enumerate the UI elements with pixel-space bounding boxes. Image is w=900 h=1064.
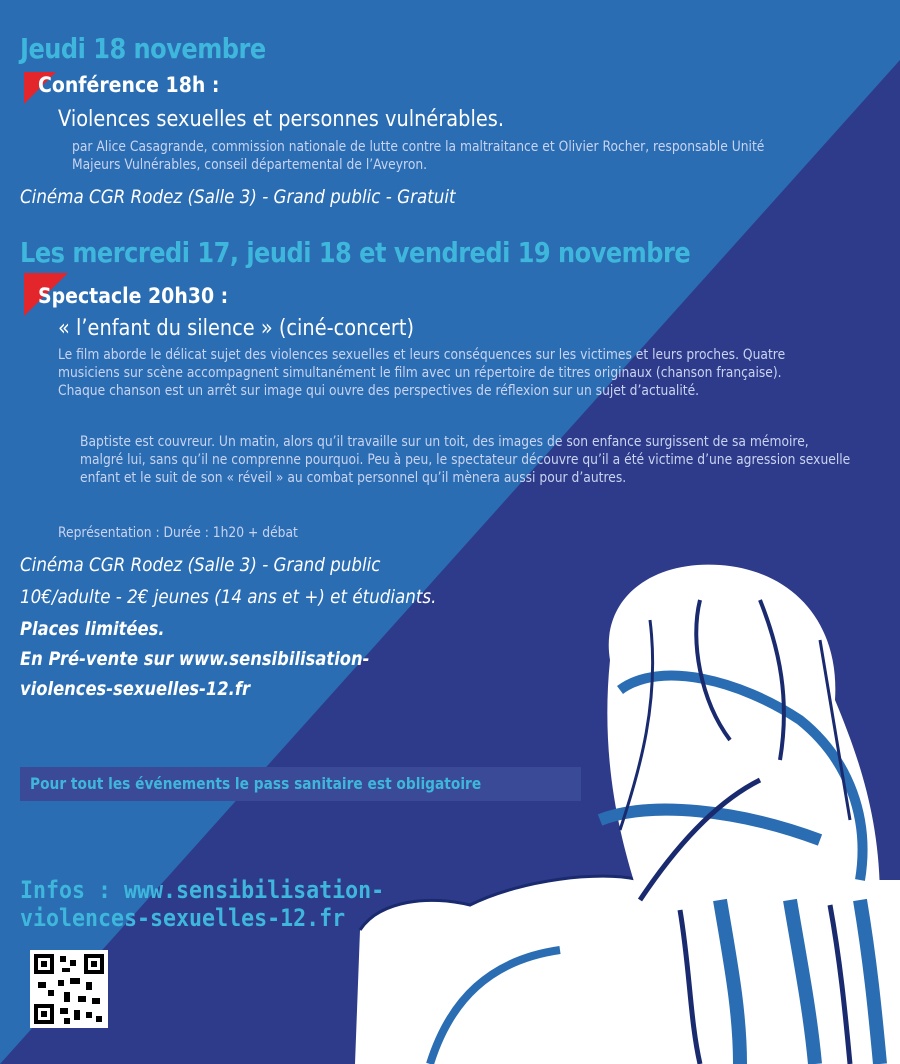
infos-line1: Infos : www.sensibilisation- xyxy=(20,876,385,904)
show-venue: Cinéma CGR Rodez (Salle 3) - Grand public xyxy=(20,554,381,576)
show-presale-line2: violences-sexuelles-12.fr xyxy=(20,678,251,700)
qr-code-icon xyxy=(30,950,108,1028)
show-dates: Les mercredi 17, jeudi 18 et vendredi 19 novembre xyxy=(20,236,691,269)
conference-date: Jeudi 18 novembre xyxy=(20,32,266,65)
conference-title: Violences sexuelles et personnes vulnérables. xyxy=(58,107,504,132)
show-presale-line1: En Pré-vente sur www.sensibilisation- xyxy=(20,648,370,670)
notice-text: Pour tout les événements le pass sanitaire est obligatoire xyxy=(30,774,482,793)
infos-line2: violences-sexuelles-12.fr xyxy=(20,904,346,932)
conference-venue: Cinéma CGR Rodez (Salle 3) - Grand public - Gratuit xyxy=(20,186,456,208)
show-prices: 10€/adulte - 2€ jeunes (14 ans et +) et étudiants. xyxy=(20,586,437,608)
show-title: « l’enfant du silence » (ciné-concert) xyxy=(58,316,415,341)
conference-label: Conférence 18h : xyxy=(38,73,220,97)
show-limited: Places limitées. xyxy=(20,618,165,640)
conference-speakers: par Alice Casagrande, commission nationale de lutte contre la maltraitance et Olivier Rocher, responsable Unité Majeurs Vulnérables, conseil départemental de l’Aveyron. xyxy=(72,139,765,173)
show-synopsis: Baptiste est couvreur. Un matin, alors qu’il travaille sur un toit, des images de son enfance surgissent de sa mémoire, malgré lui, sans qu’il ne comprenne pourquoi. Peu à peu, le spectateur découvre qu’il a été victime d’une agression sexuelle enfant et le suit de son « réveil » au combat personnel qu’il mènera aussi pour d’autres. xyxy=(80,434,851,486)
show-label: Spectacle 20h30 : xyxy=(38,284,229,308)
show-description: Le film aborde le délicat sujet des violences sexuelles et leurs conséquences sur les victimes et leurs proches. Quatre musiciens sur scène accompagnent simultanément le film avec un répertoire de titres originaux (chanson française). Chaque chanson est un arrêt sur image qui ouvre des perspectives de réflexion sur un sujet d’actualité. xyxy=(58,347,786,399)
show-duration: Représentation : Durée : 1h20 + débat xyxy=(58,525,298,541)
